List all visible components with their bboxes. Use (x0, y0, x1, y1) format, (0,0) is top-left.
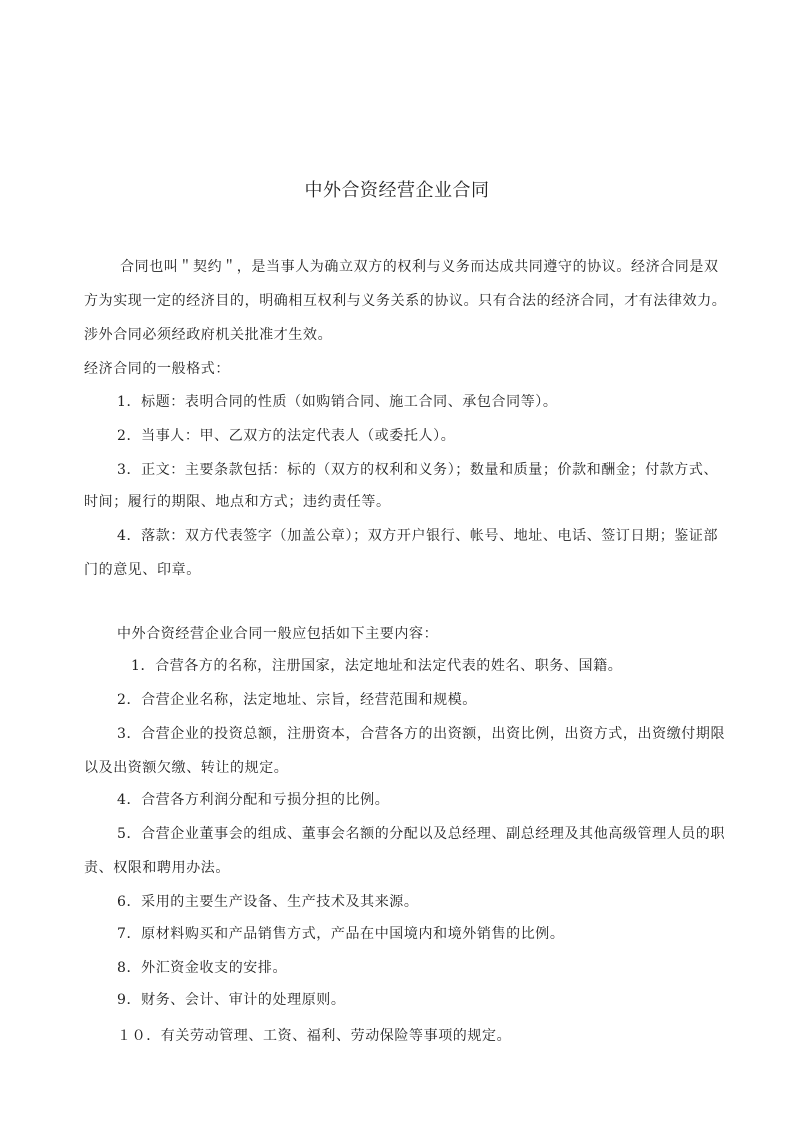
list-item-continued: 门的意见、印章。 (84, 562, 201, 578)
section-heading: 中外合资经营企业合同一般应包括如下主要内容： (117, 626, 439, 642)
list-item: 4．合营各方利润分配和亏损分担的比例。 (117, 792, 390, 808)
list-item: １０．有关劳动管理、工资、福利、劳动保险等事项的规定。 (117, 1028, 512, 1044)
list-item-continued: 以及出资额欠缴、转让的规定。 (84, 760, 289, 776)
list-item: 1．标题：表明合同的性质（如购销合同、施工合同、承包合同等）。 (117, 394, 558, 410)
text-line: 合同也叫＂契约＂，是当事人为确立双方的权利与义务而达成共同遵守的协议。经济合同是双 (120, 259, 719, 275)
document-title: 中外合资经营企业合同 (304, 180, 490, 201)
list-item: 7．原材料购买和产品销售方式，产品在中国境内和境外销售的比例。 (117, 926, 565, 942)
list-item: 2．当事人：甲、乙双方的法定代表人（或委托人）。 (117, 428, 456, 444)
text-line: 方为实现一定的经济目的，明确相互权利与义务关系的协议。只有合法的经济合同，才有法律效力。 (84, 293, 727, 309)
list-item: 6．采用的主要生产设备、生产技术及其来源。 (117, 894, 419, 910)
section-heading: 经济合同的一般格式： (84, 361, 230, 377)
list-item-continued: 时间；履行的期限、地点和方式；违约责任等。 (84, 494, 391, 510)
list-item: 3．正文：主要条款包括：标的（双方的权利和义务）；数量和质量；价款和酬金；付款方式、 (117, 462, 719, 478)
list-item: 2．合营企业名称，法定地址、宗旨，经营范围和规模。 (117, 692, 477, 708)
list-item: 5．合营企业董事会的组成、董事会名额的分配以及总经理、副总经理及其他高级管理人员的职 (117, 826, 726, 842)
text-line: 涉外合同必须经政府机关批准才生效。 (84, 327, 333, 343)
list-item: 8．外汇资金收支的安排。 (117, 960, 288, 976)
list-item: 1．合营各方的名称，注册国家，法定地址和法定代表的姓名、职务、国籍。 (131, 658, 623, 674)
list-item-continued: 责、权限和聘用办法。 (84, 860, 230, 876)
list-item: 9．财务、会计、审计的处理原则。 (117, 992, 346, 1008)
list-item: 4．落款：双方代表签字（加盖公章）；双方开户银行、帐号、地址、电话、签订日期；鉴证部 (117, 528, 719, 544)
list-item: 3．合营企业的投资总额，注册资本，合营各方的出资额，出资比例，出资方式，出资缴付期限 (117, 726, 726, 742)
